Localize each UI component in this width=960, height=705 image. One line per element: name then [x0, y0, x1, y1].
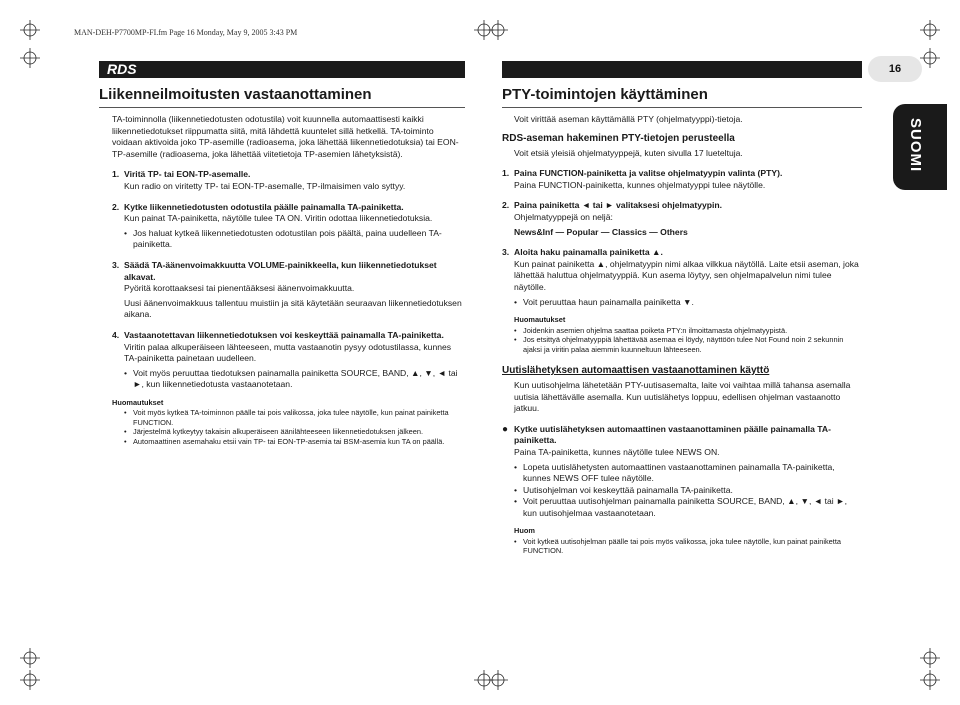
step-body: Ohjelmatyyppejä on neljä:: [514, 211, 613, 222]
step-heading: 1. Paina FUNCTION-painiketta ja valitse ohjelmatyypin valinta (PTY).: [502, 168, 783, 179]
title-divider: [99, 107, 465, 108]
bullet-item: • Voit myös peruuttaa tiedotuksen painamalla painiketta SOURCE, BAND, ▲, ▼, ◄ tai ►, kun liikennetiedotusta vastaanotetaan.: [124, 367, 458, 390]
language-tab: [893, 104, 947, 190]
bullet-item: • Lopeta uutislähetysten automaattinen vastaanottaminen painamalla TA-painiketta, kunnes NEWS OFF tulee näytölle.: [514, 461, 835, 484]
note-item: • Automaattinen asemahaku etsii vain TP- tai EON-TP-asemia tai BSM-asemia kun TA on päällä.: [124, 436, 445, 446]
registration-mark-icon: [920, 48, 940, 68]
step-heading: 3. Aloita haku painamalla painiketta ▲.: [502, 247, 663, 258]
step-heading: 2. Kytke liikennetiedotusten odotustila päälle painamalla TA-painiketta.: [112, 201, 404, 212]
bullet-item: • Voit peruuttaa uutisohjelman painamalla painiketta SOURCE, BAND, ▲, ▼, ◄ tai ►, kun uutisohjelmaa vastaanotetaan.: [514, 496, 847, 518]
section-bar: [99, 61, 465, 78]
right-title-block: [502, 86, 862, 108]
note-heading: Huom: [514, 526, 535, 536]
registration-mark-icon: [920, 648, 940, 668]
note-item: • Joidenkin asemien ohjelma saattaa poiketa PTY:n ilmoittamasta ohjelmatyypistä.: [514, 325, 788, 335]
left-intro: TA-toiminnolla (liikennetiedotusten odotustila) voit kuunnella automaattisesti kaikki liikennetiedotukset riippumatta siitä, mitä lähdettä kuuntelet sillä hetkellä. TA-toiminto voidaan aktivoida joko TP-asemille (radioasema, joka lähettää liikennetiedotuksia) tai EON-TP-asemille (radioasema, joka lähettää viitetietoja TP-asemien lähetyksistä).: [112, 114, 459, 159]
step-body: Kun painat painiketta ▲, ohjelmatyypin nimi alkaa vilkkua näytöllä. Laite etsii aseman, joka lähettää haluttua ohjelmatyyppiä. Kun asema löytyy, sen ohjelmapalvelun nimi tulee näytölle.: [514, 258, 859, 292]
subsection-text: Voit etsiä yleisiä ohjelmatyyppejä, kuten sivulla 17 lueteltuja.: [514, 147, 743, 158]
registration-mark-icon: [920, 670, 940, 690]
page-title-left: Liikenneilmoitusten vastaanottaminen: [99, 86, 372, 103]
page-title-right: PTY-toimintojen käyttäminen: [502, 86, 708, 103]
registration-mark-icon: [488, 670, 508, 690]
registration-mark-icon: [920, 20, 940, 40]
step-heading: 3. Säädä TA-äänenvoimakkuutta VOLUME-painikkeella, kun liikennetiedotukset alkavat.: [112, 259, 437, 282]
print-slug: MAN-DEH-P7700MP-FI.fm Page 16 Monday, May 9, 2005 3:43 PM: [74, 28, 298, 37]
program-types: News&Inf — Popular — Classics — Others: [514, 226, 688, 237]
page-number: 16: [868, 56, 922, 82]
bullet-heading: ● Kytke uutislähetyksen automaattinen vastaanottaminen päälle painamalla TA-painiketta.: [502, 423, 831, 446]
note-item: • Voit kytkeä uutisohjelman päälle tai pois myös valikossa, joka tulee näytölle, kun painat painiketta FUNCTION.: [514, 537, 841, 556]
step-heading: 1. Viritä TP- tai EON-TP-asemalle.: [112, 169, 251, 180]
section-bar-right: [502, 61, 862, 78]
language-tab-label: SUOMI: [907, 118, 924, 173]
note-item: • Järjestelmä kytkeytyy takaisin alkuperäiseen äänilähteeseen liikennetiedotuksen jälkeen.: [124, 427, 424, 437]
subsection-heading: Uutislähetyksen automaattisen vastaanottaminen käyttö: [502, 364, 770, 376]
registration-mark-icon: [20, 670, 40, 690]
registration-mark-icon: [20, 20, 40, 40]
note-item: • Jos etsittyä ohjelmatyyppiä lähettävää asemaa ei löydy, näyttöön tulee Not Found noin 2 sekunnin ajaksi ja viritin palaa aiemmin kuunneltuun lähteeseen.: [514, 335, 844, 354]
left-title-block: [99, 86, 465, 108]
registration-mark-icon: [20, 48, 40, 68]
notes-heading: Huomautukset: [514, 315, 566, 325]
registration-mark-icon: [488, 20, 508, 40]
bullet-heading-body: Paina TA-painiketta, kunnes näytölle tulee NEWS ON.: [514, 446, 720, 457]
step-body: Kun painat TA-painiketta, näytölle tulee TA ON. Viritin odottaa liikennetiedotuksia.: [124, 213, 433, 224]
step-body: Paina FUNCTION-painiketta, kunnes ohjelmatyyppi tulee näytölle.: [514, 179, 766, 190]
bullet-item: • Uutisohjelman voi keskeyttää painamalla TA-painiketta.: [514, 484, 733, 495]
step-body: Viritin palaa alkuperäiseen lähteeseen, mutta vastaanotin pysyy odotustilassa, kunnes TA-painiketta painetaan uudelleen.: [124, 341, 452, 364]
bullet-item: • Jos haluat kytkeä liikennetiedotusten odotustilan pois päältä, paina uudelleen TA-painiketta.: [124, 227, 442, 250]
subsection-heading: RDS-aseman hakeminen PTY-tietojen perusteella: [502, 132, 735, 144]
title-divider: [502, 107, 862, 108]
notes-heading: Huomautukset: [112, 397, 164, 407]
note-item: • Voit myös kytkeä TA-toiminnon päälle tai pois valikossa, joka tulee näytölle, kun painat painiketta FUNCTION.: [124, 408, 449, 427]
section-label: RDS: [107, 61, 137, 77]
step-heading: 4. Vastaanotettavan liikennetiedotuksen voi keskeyttää painamalla TA-painiketta.: [112, 329, 444, 340]
subsection-text: Kun uutisohjelma lähetetään PTY-uutisasemalta, laite voi vaihtaa millä tahansa asemalla uutisia lähettävälle asemalla. Kun uutislähetys loppuu, edellisen ohjelman vastaanotto jatkuu.: [514, 379, 851, 414]
registration-mark-icon: [20, 648, 40, 668]
right-column: [502, 114, 862, 556]
step-body: Uusi äänenvoimakkuus tallentuu muistiin ja sitä käytetään seuraavan liikennetiedotuksen aikana.: [124, 297, 462, 320]
step-heading: 2. Paina painiketta ◄ tai ► valitaksesi ohjelmatyypin.: [502, 200, 723, 211]
right-intro: Voit virittää aseman käyttämällä PTY (ohjelmatyyppi)-tietoja.: [514, 114, 743, 124]
left-column: [112, 114, 462, 446]
step-body: Kun radio on viritetty TP- tai EON-TP-asemalle, TP-ilmaisimen valo syttyy.: [124, 180, 406, 191]
bullet-item: • Voit peruuttaa haun painamalla painiketta ▼.: [514, 296, 694, 307]
step-body: Pyöritä korottaaksesi tai pienentääksesi äänenvoimakkuutta.: [124, 283, 355, 294]
